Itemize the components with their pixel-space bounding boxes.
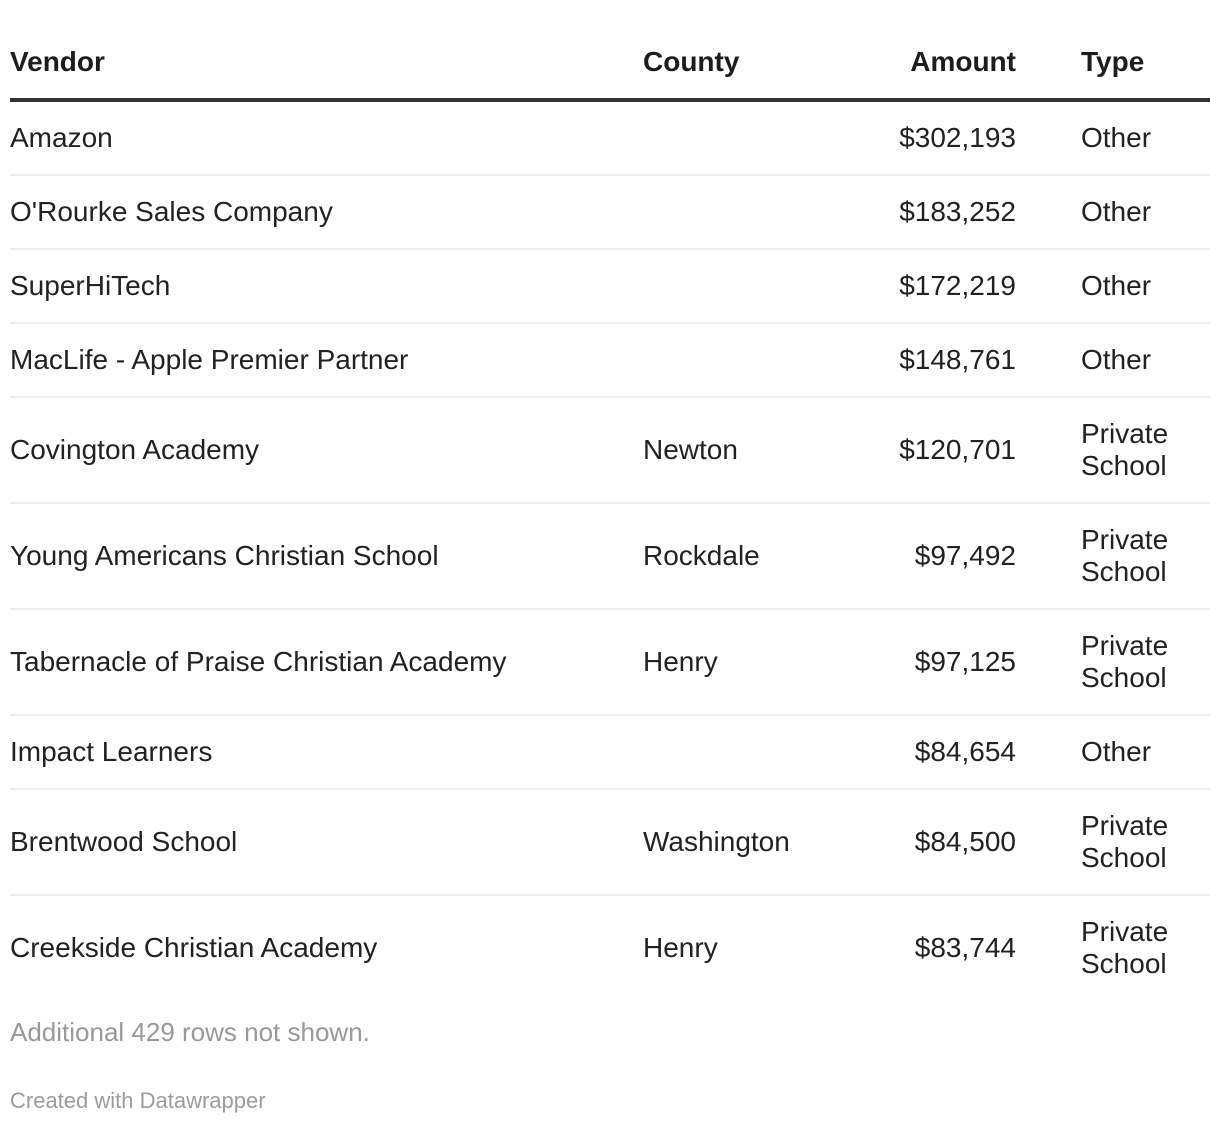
amount-cell: $120,701	[860, 397, 1026, 503]
vendor-cell: Impact Learners	[10, 715, 643, 789]
vendor-cell: Covington Academy	[10, 397, 643, 503]
vendor-cell: MacLife - Apple Premier Partner	[10, 323, 643, 397]
type-cell: Private School	[1026, 789, 1210, 895]
county-cell	[643, 175, 860, 249]
table-row	[10, 397, 1210, 503]
type-cell: Private School	[1081, 916, 1169, 979]
table-row	[10, 175, 1210, 249]
hidden-rows-note: Additional 429 rows not shown.	[10, 1017, 370, 1047]
amount-cell: $84,500	[860, 789, 1026, 895]
county-cell: Henry	[643, 609, 860, 715]
type-cell: Private School	[1026, 609, 1210, 715]
county-cell	[643, 249, 860, 323]
table-header	[10, 46, 1210, 100]
vendor-cell: Brentwood School	[10, 789, 643, 895]
vendor-cell: O'Rourke Sales Company	[10, 175, 643, 249]
column-header-county: County	[643, 46, 860, 100]
table-body	[10, 100, 1210, 1000]
type-cell: Private School	[1026, 503, 1210, 609]
table-row	[10, 503, 1210, 609]
amount-cell: $172,219	[860, 249, 1026, 323]
county-cell	[643, 100, 860, 175]
amount-cell: $97,492	[860, 503, 1026, 609]
vendor-cell: Creekside Christian Academy	[10, 932, 378, 963]
vendor-cell: Amazon	[10, 100, 643, 175]
datawrapper-attribution-link[interactable]: Created with Datawrapper	[10, 1088, 266, 1113]
table-row	[10, 715, 1210, 789]
type-cell: Other	[1026, 249, 1210, 323]
amount-cell: $183,252	[860, 175, 1026, 249]
vendor-amount-table	[10, 46, 1210, 1000]
table-row	[10, 609, 1210, 715]
amount-cell: $97,125	[860, 609, 1026, 715]
type-cell: Other	[1026, 100, 1210, 175]
amount-cell: $302,193	[860, 100, 1026, 175]
table-header-row	[10, 46, 1210, 100]
type-cell: Private School	[1026, 397, 1210, 503]
table-row	[10, 100, 1210, 175]
county-cell: Newton	[643, 397, 860, 503]
table-row	[10, 323, 1210, 397]
county-cell	[643, 715, 860, 789]
table-row	[10, 895, 1210, 1000]
vendor-cell: SuperHiTech	[10, 249, 643, 323]
column-header-vendor: Vendor	[10, 46, 643, 100]
table-row	[10, 789, 1210, 895]
type-cell: Other	[1026, 175, 1210, 249]
vendor-cell: Tabernacle of Praise Christian Academy	[10, 609, 643, 715]
amount-cell: $148,761	[860, 323, 1026, 397]
column-header-type: Type	[1026, 46, 1210, 100]
county-cell: Henry	[643, 932, 718, 963]
vendor-cell: Young Americans Christian School	[10, 503, 643, 609]
amount-cell: $83,744	[914, 932, 1016, 963]
county-cell: Rockdale	[643, 503, 860, 609]
county-cell: Washington	[643, 789, 860, 895]
amount-cell: $84,654	[860, 715, 1026, 789]
table-row	[10, 249, 1210, 323]
type-cell: Other	[1026, 715, 1210, 789]
type-cell: Other	[1026, 323, 1210, 397]
county-cell	[643, 323, 860, 397]
column-header-amount: Amount	[860, 46, 1026, 100]
